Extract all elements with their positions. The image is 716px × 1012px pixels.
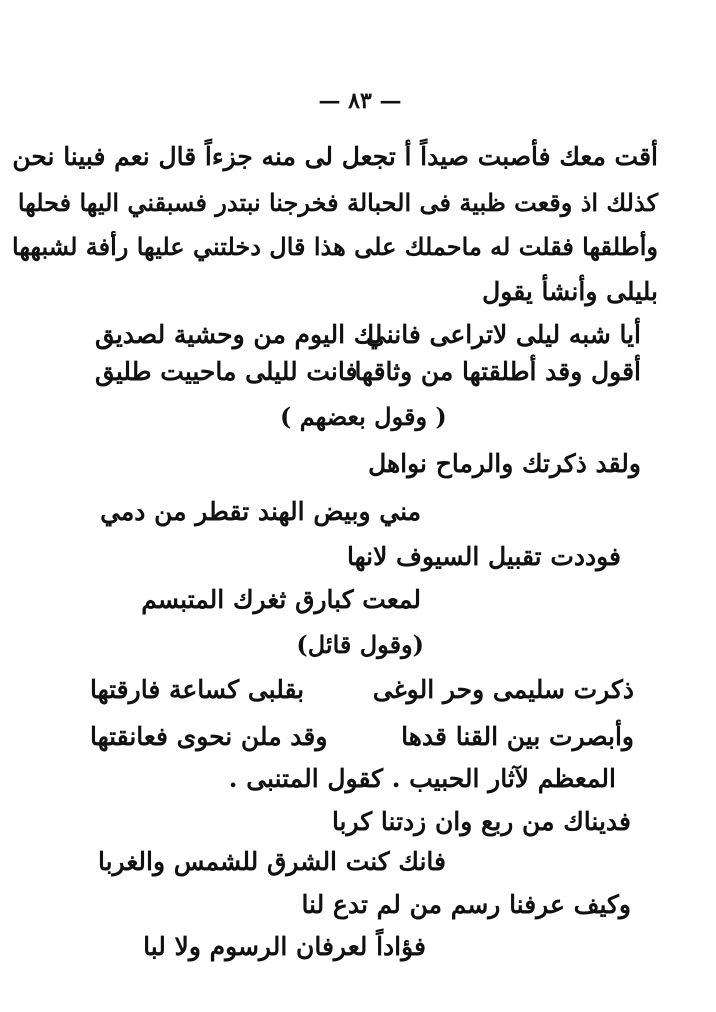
poem3-verse-2-left: وقد ملن نحوى فعانقتها	[90, 722, 328, 751]
poem1-verse-2-left: فانت لليلى ماحييت طليق	[95, 357, 358, 386]
poem3-verse-1-right: ذكرت سليمى وحر الوغى	[372, 675, 634, 704]
poem1-verse-2-right: أقول وقد أطلقتها من وثاقها	[354, 357, 641, 386]
section-heading-1: ( وقول بعضهم )	[280, 402, 447, 431]
poem3-verse-1-left: بقلبى كساعة فارقتها	[90, 675, 305, 704]
poem4-line-4: فؤاداً لعرفان الرسوم ولا لبا	[143, 932, 426, 961]
poem4-line-1: فديناك من ربع وان زدتنا كربا	[331, 807, 631, 836]
poem1-verse-1-left: لك اليوم من وحشية لصديق	[95, 320, 383, 349]
page-number: — ٨٣ —	[318, 88, 402, 114]
poem1-verse-1-right: أيا شبه ليلى لاتراعى فانني	[365, 320, 641, 349]
poem3-verse-2-right: وأبصرت بين القنا قدها	[401, 722, 634, 751]
prose-line-2: كذلك اذ وقعت ظبية فى الحبالة فخرجنا نبتدر فسبقني اليها فحلها	[17, 188, 658, 217]
poem2-line-2: مني وبيض الهند تقطر من دمي	[100, 497, 421, 526]
prose-line-4: بليلى وأنشأ يقول	[482, 277, 658, 306]
section-heading-2: (وقول قائل)	[296, 630, 424, 659]
poem2-line-3: فوددت تقبيل السيوف لانها	[347, 542, 621, 571]
prose-line-5: المعظم لآثار الحبيب . كقول المتنبى .	[228, 764, 616, 793]
poem4-line-3: وكيف عرفنا رسم من لم تدع لنا	[301, 890, 631, 919]
poem2-line-1: ولقد ذكرتك والرماح نواهل	[368, 449, 641, 478]
poem4-line-2: فانك كنت الشرق للشمس والغربا	[97, 847, 446, 876]
prose-line-1: أقت معك فأصبت صيداً أ تجعل لى منه جزءاً قال نعم فبينا نحن	[12, 142, 658, 171]
poem2-line-4: لمعت كبارق ثغرك المتبسم	[141, 585, 421, 614]
prose-line-3: وأطلقها فقلت له ماحملك على هذا قال دخلتني عليها رأفة لشبهها	[12, 232, 658, 261]
